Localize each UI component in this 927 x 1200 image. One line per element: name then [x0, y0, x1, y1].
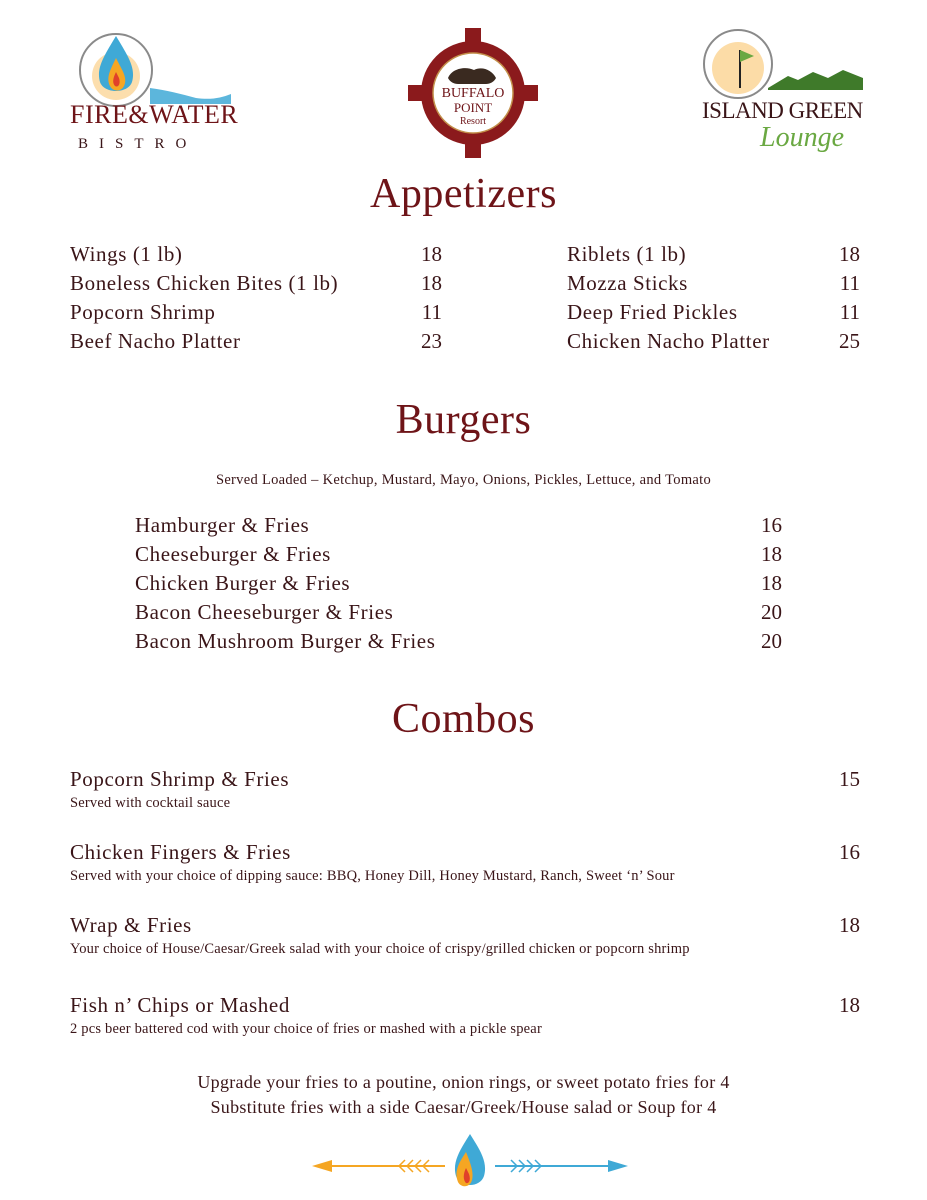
- list-item: Wrap & Fries: [70, 913, 192, 937]
- appetizers-heading: Appetizers: [370, 171, 557, 217]
- resort-word: Resort: [459, 116, 487, 127]
- list-item: Wings (1 lb): [70, 242, 183, 266]
- burgers-heading: Burgers: [395, 397, 532, 443]
- buffalo-word: BUFFALO: [441, 86, 505, 101]
- item-description: Served with your choice of dipping sauce: BBQ, Honey Dill, Honey Mustard, Ranch, Sweet ‘n’ Sour: [70, 868, 675, 884]
- upgrade-note: Upgrade your fries to a poutine, onion rings, or sweet potato fries for 4: [197, 1072, 730, 1092]
- bistro-subtitle: BISTRO: [78, 136, 198, 152]
- item-price: 18: [761, 571, 782, 595]
- substitute-note: Substitute fries with a side Caesar/Greek/House salad or Soup for 4: [210, 1097, 717, 1117]
- fire-water-title: FIRE&WATER: [70, 100, 239, 129]
- list-item: Chicken Burger & Fries: [135, 571, 351, 595]
- list-item: Boneless Chicken Bites (1 lb): [70, 271, 339, 295]
- item-description: Your choice of House/Caesar/Greek salad with your choice of crispy/grilled chicken or popcorn shrimp: [70, 941, 690, 957]
- list-item: Cheeseburger & Fries: [135, 542, 331, 566]
- item-price: 18: [839, 913, 860, 937]
- lounge-subtitle: Lounge: [760, 122, 844, 153]
- item-price: 11: [839, 300, 860, 324]
- item-price: 20: [761, 600, 782, 624]
- list-item: Hamburger & Fries: [135, 513, 310, 537]
- list-item: Chicken Nacho Platter: [567, 329, 770, 353]
- list-item: Chicken Fingers & Fries: [70, 840, 291, 864]
- item-price: 18: [761, 542, 782, 566]
- island-green-logo: [698, 28, 868, 158]
- item-price: 25: [839, 329, 860, 353]
- arrow-flame-divider-icon: [310, 1132, 630, 1192]
- list-item: Beef Nacho Platter: [70, 329, 241, 353]
- item-description: 2 pcs beer battered cod with your choice of fries or mashed with a pickle spear: [70, 1021, 542, 1037]
- island-green-title: ISLAND GREEN: [702, 98, 863, 123]
- golf-flag-icon: [698, 28, 868, 108]
- list-item: Popcorn Shrimp: [70, 300, 216, 324]
- item-price: 11: [421, 300, 442, 324]
- combos-heading: Combos: [391, 696, 536, 742]
- item-price: 15: [839, 767, 860, 791]
- list-item: Bacon Cheeseburger & Fries: [135, 600, 394, 624]
- item-description: Served with cocktail sauce: [70, 795, 231, 811]
- item-price: 20: [761, 629, 782, 653]
- item-price: 11: [839, 271, 860, 295]
- item-price: 18: [421, 271, 442, 295]
- item-price: 18: [839, 993, 860, 1017]
- list-item: Bacon Mushroom Burger & Fries: [135, 629, 436, 653]
- item-price: 16: [839, 840, 860, 864]
- point-word: POINT: [453, 100, 493, 115]
- list-item: Popcorn Shrimp & Fries: [70, 767, 290, 791]
- list-item: Mozza Sticks: [567, 271, 688, 295]
- list-item: Riblets (1 lb): [567, 242, 687, 266]
- burgers-subtitle: Served Loaded – Ketchup, Mustard, Mayo, Onions, Pickles, Lettuce, and Tomato: [215, 472, 712, 488]
- fire-water-logo: [66, 28, 239, 156]
- item-price: 16: [761, 513, 782, 537]
- item-price: 23: [421, 329, 442, 353]
- list-item: Deep Fried Pickles: [567, 300, 738, 324]
- list-item: Fish n’ Chips or Mashed: [70, 993, 290, 1017]
- item-price: 18: [421, 242, 442, 266]
- footer-ornament: [310, 1132, 630, 1192]
- item-price: 18: [839, 242, 860, 266]
- buffalo-point-logo: [408, 28, 538, 158]
